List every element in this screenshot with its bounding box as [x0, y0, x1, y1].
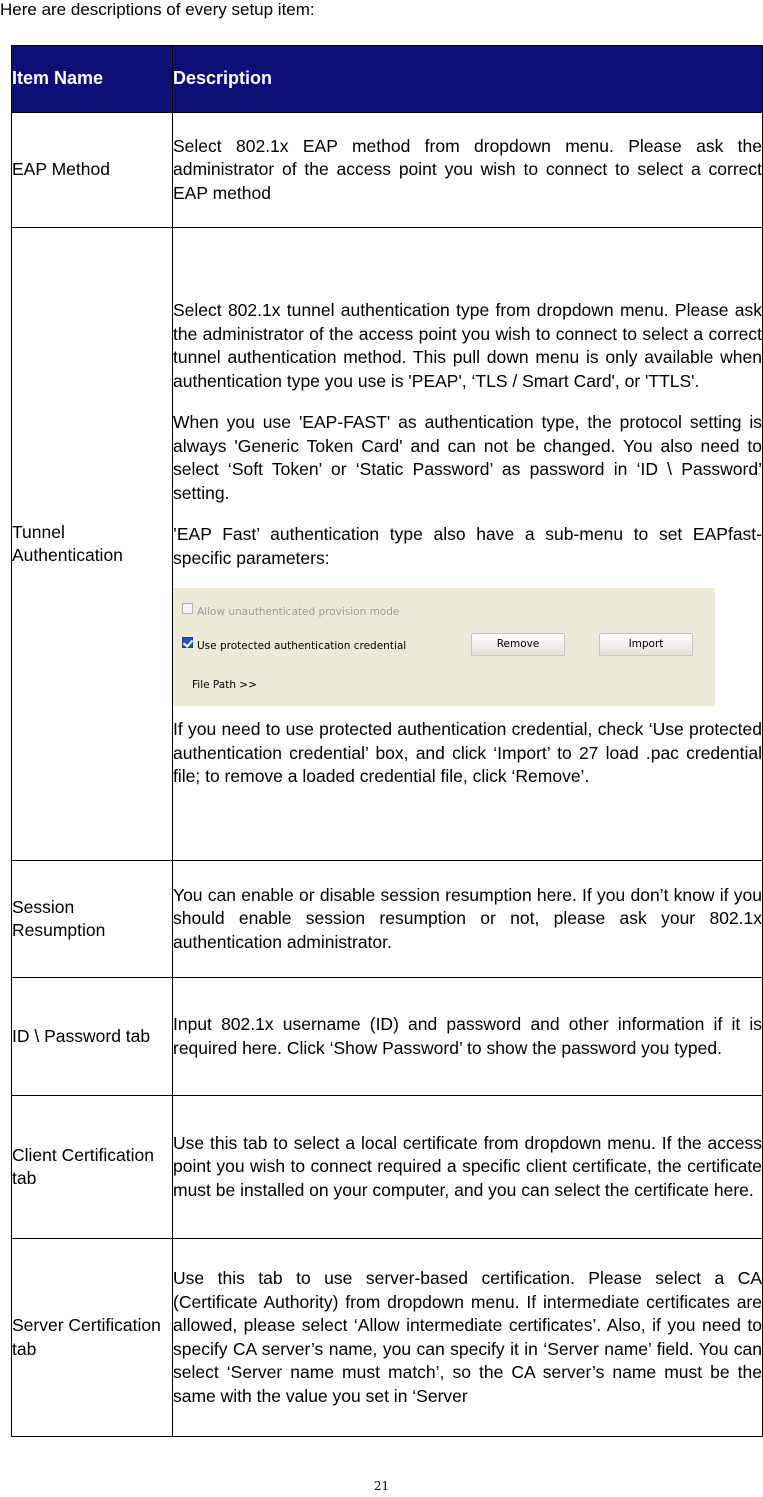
description-paragraph: Select 802.1x tunnel authentication type from dropdown menu. Please ask the administrator of the access point you wish to connect to select a correct tunnel authentication method. This pull down menu is only available when authentication type you use is 'PEAP', ‘TLS / Smart Card', or 'TTLS'.: [173, 300, 762, 391]
header-item-name: Item Name: [12, 46, 173, 113]
item-description: [173, 1096, 763, 1239]
description-paragraph: Select 802.1x EAP method from dropdown menu. Please ask the administrator of the access point you wish to connect to select a correct EAP method: [173, 135, 762, 203]
allow-unauthenticated-checkbox[interactable]: [182, 603, 193, 614]
description-paragraph: If you need to use protected authentication credential, check ‘Use protected authentication credential’ box, and click ‘Import’ to 27 load .pac credential file; to remove a loaded credential file, click ‘Remove’.: [173, 719, 762, 787]
item-description: [173, 1239, 763, 1437]
table-row: [12, 228, 763, 861]
description-paragraph: Input 802.1x username (ID) and password and other information if it is required here. Click ‘Show Password’ to show the password you typed.: [173, 1014, 762, 1058]
description-paragraph: You can enable or disable session resumption here. If you don’t know if you should enable session resumption or not, please ask your 802.1x authentication administrator.: [173, 884, 762, 952]
description-paragraph: When you use 'EAP-FAST' as authentication type, the protocol setting is always 'Generic Token Card' and can not be changed. You also need to select ‘Soft Token’ or ‘Static Password’ as password in ‘ID \ Password’ setting.: [173, 412, 762, 503]
table-row: [12, 861, 763, 978]
description-paragraph: Use this tab to select a local certificate from dropdown menu. If the access point you wish to connect required a specific client certificate, the certificate must be installed on your computer, and you can select the certificate here.: [173, 1132, 762, 1200]
item-name: Tunnel Authentication: [12, 228, 173, 861]
table-header-row: [12, 46, 763, 113]
header-description: Description: [173, 46, 763, 113]
item-name: ID \ Password tab: [12, 978, 173, 1096]
import-button[interactable]: Import: [599, 633, 693, 656]
table-row: [12, 978, 763, 1096]
item-name: Server Certification tab: [12, 1239, 173, 1437]
item-description: [173, 861, 763, 978]
item-description: [173, 978, 763, 1096]
use-protected-credential-label: Use protected authentication credential: [197, 640, 407, 653]
setup-items-table: [11, 45, 763, 1437]
item-name: Session Resumption: [12, 861, 173, 978]
remove-button[interactable]: Remove: [471, 633, 565, 656]
description-paragraph: Use this tab to use server-based certification. Please select a CA (Certificate Authority) from dropdown menu. If intermediate certificates are allowed, please select ‘Allow intermediate certificates’. Also, if you need to specify CA server’s name, you can specify it in ‘Server name’ field. You can select ‘Server name must match’, so the CA server’s name must be the same with the value you set in ‘Server: [173, 1268, 762, 1406]
description-paragraph: ’EAP Fast’ authentication type also have a sub-menu to set EAPfast-specific parameters:: [173, 524, 762, 568]
table-row: [12, 113, 763, 228]
table-row: [12, 1096, 763, 1239]
item-name: Client Certification tab: [12, 1096, 173, 1239]
page-number: 21: [373, 1479, 390, 1493]
eapfast-settings-screenshot: [173, 588, 715, 706]
allow-unauthenticated-label: Allow unauthenticated provision mode: [197, 606, 400, 619]
item-description: [173, 228, 763, 861]
item-name: EAP Method: [12, 113, 173, 228]
table-row: [12, 1239, 763, 1437]
intro-text: Here are descriptions of every setup item:: [0, 0, 315, 19]
file-path-link[interactable]: File Path >>: [192, 679, 257, 692]
item-description: [173, 113, 763, 228]
use-protected-credential-checkbox[interactable]: [182, 637, 193, 648]
